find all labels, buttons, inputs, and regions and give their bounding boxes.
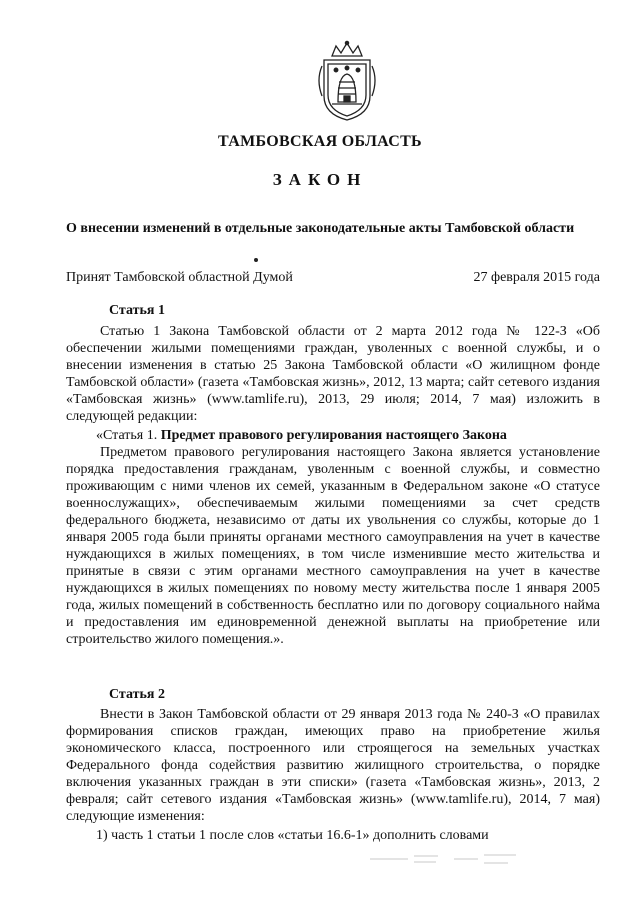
article-2-paragraph-1: Внести в Закон Тамбовской области от 29 января 2013 года № 240-З «О правилах формирования списков граждан, имеющих право на приобретение жилья экономического класса, построенного или строящегося на земельных участках Федерального фонда содействия развитию жилищного строительства, о порядке включения указанных граждан в эти списки» (газета «Тамбовская жизнь», 2013, 2 февраля; сайт сетевого издания «Тамбовская жизнь» (www.tamlife.ru), 2014, 7 мая) следующие изменения: — [66, 707, 600, 824]
scan-speck — [254, 258, 258, 262]
article-2-item-1: 1) часть 1 статьи 1 после слов «статьи 16.6-1» дополнить словами — [96, 828, 489, 843]
adoption-date: 27 февраля 2015 года — [473, 270, 600, 285]
law-subject: О внесении изменений в отдельные законодательные акты Тамбовской области — [66, 221, 575, 236]
faded-stamp-mark — [368, 850, 518, 868]
document-type-heading: ЗАКОН — [272, 170, 368, 189]
quote-title: Предмет правового регулирования настоящего Закона — [160, 428, 507, 443]
adopted-by: Принят Тамбовской областной Думой — [66, 270, 293, 285]
article-1-paragraph-2: Предметом правового регулирования настоящего Закона является установление порядка предоставления гражданам, уволенным с военной службы, и совместно проживающим с ними членов их семей, указанным в Федеральном законе «О статусе военнослужащих», обеспечиваемым жилыми помещениями за счет средств федерального бюджета, независимо от даты их увольнения со службы, которые до 1 января 2005 года были приняты органами местного самоуправления на учет в качестве нуждающихся в жилых помещениях, в том числе изменившие место жительства и принятые в связи с этим органами местного самоуправления на учет в качестве нуждающихся в жилых помещениях по новому месту жительства после 1 января 2005 года, жилых помещений в собственность бесплатно или по договору социального найма и предоставления им единовременной денежной выплаты на приобретение или строительство жилого помещения.». — [66, 445, 600, 647]
article-1-quote-heading — [66, 427, 600, 444]
article-1-paragraph-1: Статью 1 Закона Тамбовской области от 2 марта 2012 года № 122-З «Об обеспечении жилыми помещениями граждан, уволенных с военной службы, и о внесении изменения в статью 25 Закона Тамбовской области «О жилищном фонде Тамбовской области» (газета «Тамбовская жизнь», 2012, 13 марта; сайт сетевого издания «Тамбовская жизнь» (www.tamlife.ru), 2013, 29 июля; 2014, 7 мая) изложить в следующей редакции: — [66, 324, 600, 424]
article-1-title: Статья 1 — [109, 303, 165, 318]
quote-prefix: «Статья 1. — [96, 428, 158, 443]
region-heading: ТАМБОВСКАЯ ОБЛАСТЬ — [218, 133, 422, 150]
adoption-line — [66, 270, 600, 286]
article-2-title: Статья 2 — [109, 687, 165, 702]
tambov-coat-of-arms-icon — [314, 40, 380, 124]
